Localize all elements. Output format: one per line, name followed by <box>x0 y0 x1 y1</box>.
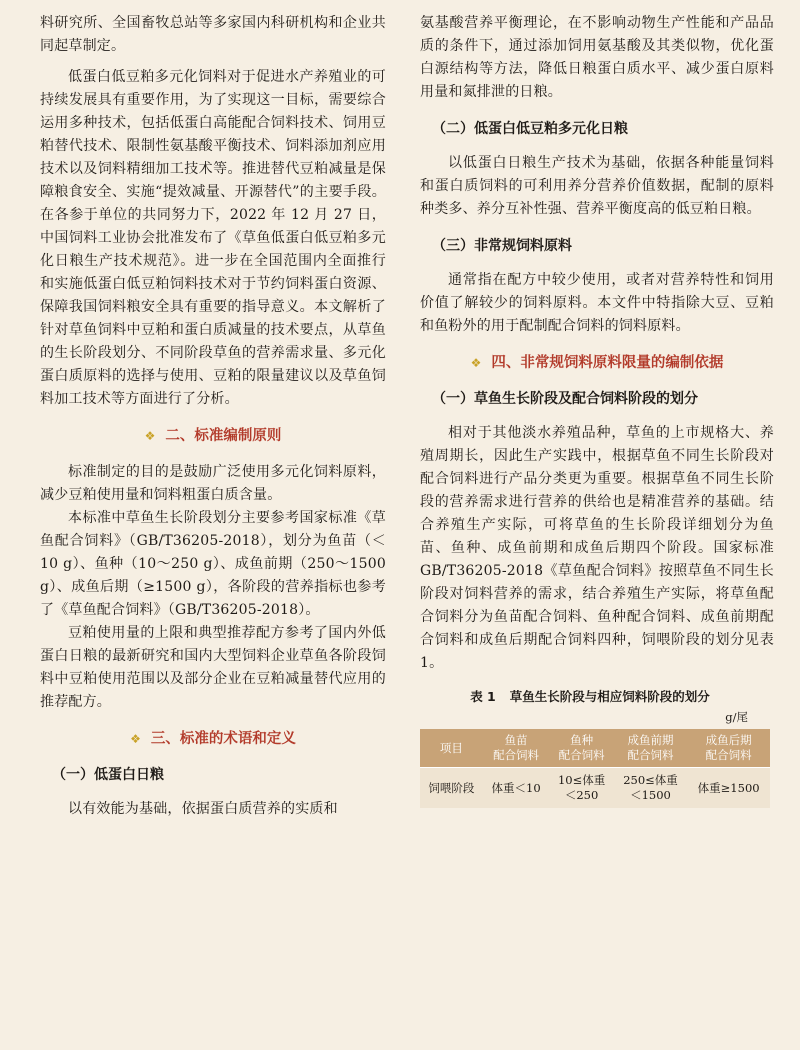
paragraph-purpose: 标准制定的目的是鼓励广泛使用多元化饲料原料，减少豆粕使用量和饲料粗蛋白质含量。 <box>40 464 386 503</box>
table-label: 表 1 <box>470 689 496 704</box>
table-header-row <box>420 729 770 768</box>
paragraph-low-protein-cont: 氨基酸营养平衡理论，在不影响动物生产性能和产品品质的条件下，通过添加饲用氨基酸及其类似物，优化蛋白源结构等方法，降低日粮蛋白质水平、减少蛋白原料用量和氮排泄的日粮。 <box>420 15 774 100</box>
paragraph-importance: 低蛋白低豆粕多元化饲料对于促进水产养殖业的可持续发展具有重要作用，为了实现这一目标，需要综合运用多种技术，包括低蛋白高能配合饲料技术、饲用豆粕替代技术、限制性氨基酸平衡技术、饲料添加剂应用技术以及饲料精细加工技术等。推进替代豆粕减量是保障粮食安全、实施“提效减量、开源替代”的主要手段。在各参于单位的共同努力下，2022 年 12 月 27 日，中国饲料工业协会批准发布了《草鱼低蛋白低豆粕多元化日粮生产技术规范》。进一步在全国范围内全面推行和实施低蛋白低豆粕饲料技术对于节约饲料蛋白资源、保障我国饲料粮安全具有重要的指导意义。本文解析了针对草鱼饲料中豆粕和蛋白质减量的技术要点，从草鱼的生长阶段划分、不同阶段草鱼的营养需求量、多元化蛋白质原料的选择与使用、豆粕的限量建议以及草鱼饲料加工技术等方面进行了分析。 <box>40 69 386 407</box>
paragraph-soy-limit: 豆粕使用量的上限和典型推荐配方参考了国内外低蛋白日粮的最新研究和国内大型饲料企业草鱼各阶段饲料中豆粕使用范围以及部分企业在豆粕减量替代应用的推荐配方。 <box>40 625 386 710</box>
paragraph-diversified: 以低蛋白日粮生产技术为基础，依据各种能量饲料和蛋白质饲料的可利用养分营养价值数据，配制的原料种类多、养分互补性强、营养平衡度高的低豆粕日粮。 <box>420 155 774 217</box>
table-header-cell: 项目 <box>420 729 483 768</box>
subheading-low-protein: （一）低蛋白日粮 <box>52 767 164 783</box>
diamond-bullet-icon: ❖ <box>144 429 156 443</box>
table-row <box>420 768 770 809</box>
table-caption <box>420 687 774 705</box>
left-column <box>40 12 386 821</box>
right-column <box>420 12 774 808</box>
section-heading-4 <box>420 352 774 374</box>
table-cell: 饲喂阶段 <box>420 768 483 809</box>
paragraph-growth-stages: 相对于其他淡水养殖品种，草鱼的上市规格大、养殖周期长，因此生产实践中，根据草鱼不同生长阶段对配合饲料进行产品分类更为重要。根据草鱼不同生长阶段的营养需求进行营养的供给也是精准营养的基础。结合养殖生产实际，可将草鱼的生长阶段详细划分为鱼苗、鱼种、成鱼前期和成鱼后期四个阶段。国家标准GB/T36205-2018《草鱼配合饲料》按照草鱼不同生长阶段对饲料营养的需求，结合养殖生产实际，将草鱼配合饲料分为鱼苗配合饲料、鱼种配合饲料、成鱼前期配合饲料和成鱼后期配合饲料四种，饲喂阶段的划分见表 1。 <box>420 425 774 671</box>
paragraph-top: 料研究所、全国畜牧总站等多家国内科研机构和企业共同起草制定。 <box>40 15 386 54</box>
section-heading-text: 二、标准编制原则 <box>165 428 282 444</box>
table-cell: 体重≥1500 <box>687 768 770 809</box>
paragraph-stages: 本标准中草鱼生长阶段划分主要参考国家标准《草鱼配合饲料》（GB/T36205-2018），划分为鱼苗（＜10 g）、鱼种（10～250 g）、成鱼前期（250～1500 g）、成鱼后期（≥1500 g），各阶段的营养指标也参考了《草鱼配合饲料》（GB/T36205-2018）。 <box>40 510 386 618</box>
section-heading-text: 四、非常规饲料原料限量的编制依据 <box>491 355 724 371</box>
section-heading-text: 三、标准的术语和定义 <box>150 731 296 747</box>
subheading-diversified: （二）低蛋白低豆粕多元化日粮 <box>432 121 628 137</box>
paragraph-unconventional: 通常指在配方中较少使用，或者对营养特性和饲用价值了解较少的饲料原料。本文件中特指除大豆、豆粕和鱼粉外的用于配制配合饲料的饲料原料。 <box>420 272 774 334</box>
diamond-bullet-icon: ❖ <box>470 356 482 370</box>
table-header-cell: 鱼种 配合饲料 <box>549 729 613 768</box>
section-heading-2 <box>40 425 386 447</box>
table-1 <box>420 729 770 808</box>
table-cell: 250≤体重 ＜1500 <box>614 768 688 809</box>
table-unit: g/尾 <box>725 710 748 724</box>
subheading-unconventional: （三）非常规饲料原料 <box>432 238 572 254</box>
subheading-growth-stages: （一）草鱼生长阶段及配合饲料阶段的划分 <box>432 391 698 407</box>
table-header-cell: 成鱼后期 配合饲料 <box>687 729 770 768</box>
section-heading-3 <box>40 728 386 750</box>
paragraph-low-protein-start: 以有效能为基础，依据蛋白质营养的实质和 <box>68 801 338 817</box>
table-header-cell: 鱼苗 配合饲料 <box>483 729 550 768</box>
table-cell: 10≤体重 ＜250 <box>549 768 613 809</box>
table-header-cell: 成鱼前期 配合饲料 <box>614 729 688 768</box>
table-cell: 体重＜10 <box>483 768 550 809</box>
table-title: 草鱼生长阶段与相应饲料阶段的划分 <box>509 689 710 704</box>
diamond-bullet-icon: ❖ <box>130 732 141 746</box>
